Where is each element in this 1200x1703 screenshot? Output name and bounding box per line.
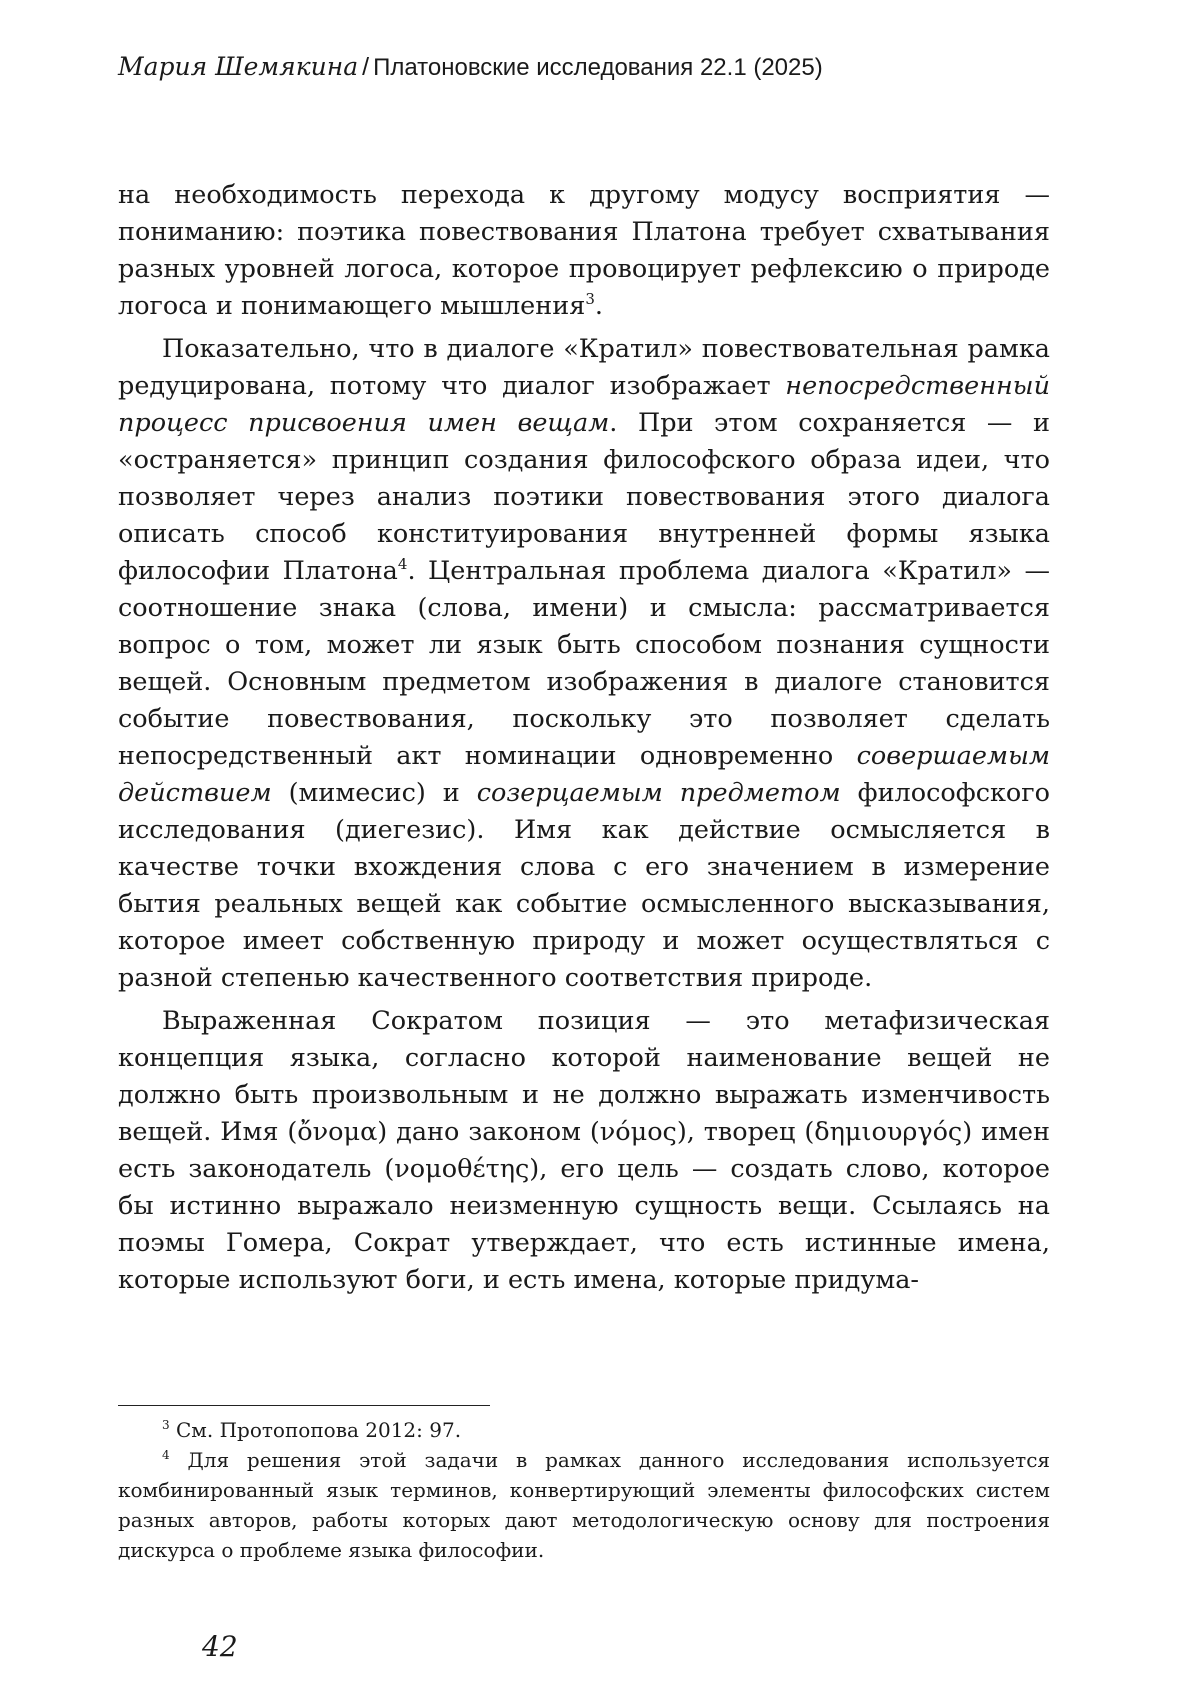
page-number: 42 bbox=[202, 1630, 238, 1663]
footnote-number: 3 bbox=[162, 1418, 170, 1432]
footnote-divider bbox=[118, 1405, 490, 1406]
paragraph-2 bbox=[118, 331, 1050, 997]
footnote-text: Для решения этой задачи в рамках данного исследования используется комбинированный язык терминов, конвертирующий элементы философских систем разных авторов, работы которых дают методологическую основу для построения дискурса о проблеме языка философии. bbox=[118, 1448, 1051, 1562]
paragraph-2-text-e: философского исследования (диегезис). Имя как действие осмысляется в качестве точки вхождения слова с его значением в измерение бытия реальных вещей как событие осмысленного высказывания, которое имеет собственную природу и может осуществляться с разной степенью качественного соответствия природе. bbox=[118, 778, 1050, 993]
paragraph-3 bbox=[118, 1003, 1050, 1299]
paragraph-2-italic-a: непосредственный процесс присвоения имен вещам bbox=[118, 371, 1050, 438]
footnote-text: См. Протопопова 2012: 97. bbox=[176, 1418, 462, 1442]
header-author: Мария Шемякина bbox=[118, 52, 359, 81]
paragraph-2-italic-c: созерцаемым предметом bbox=[476, 778, 841, 808]
footnote-3 bbox=[118, 1415, 1050, 1445]
paragraph-2-text-b: . При этом сохраняется — и «остраняется» принцип создания философского образа идеи, что позволяет через анализ поэтики повествования этого диалога описать способ конституирования внутренней формы языка философии Платона bbox=[118, 408, 1050, 586]
footnote-4 bbox=[118, 1445, 1050, 1565]
body-text bbox=[118, 177, 1050, 1299]
journal-page bbox=[118, 0, 1050, 1703]
paragraph-3-text: Выраженная Сократом позиция — это метафизическая концепция языка, согласно которой наименование вещей не должно быть произвольным и не должно выражать изменчивость вещей. Имя (ὄνομα) дано законом (νόμος), творец (δημιουργός) имен есть законодатель (νομοθέτης), его цель — создать слово, которое бы истинно выражало неизменную сущность вещи. Ссылаясь на поэмы Гомера, Сократ утверждает, что есть истинные имена, которые используют боги, и есть имена, которые придума- bbox=[118, 1006, 1050, 1295]
paragraph-2-italic-b: совершаемым действием bbox=[118, 741, 1050, 808]
footnote-ref-4[interactable]: 4 bbox=[397, 555, 408, 573]
footnotes bbox=[118, 1415, 1050, 1565]
header-separator: / bbox=[362, 53, 370, 81]
paragraph-2-text-a: Показательно, что в диалоге «Кратил» повествовательная рамка редуцирована, потому что диалог изображает bbox=[118, 334, 1050, 401]
footnote-ref-3[interactable]: 3 bbox=[585, 290, 595, 308]
paragraph-2-text-c: . Центральная проблема диалога «Кратил» — соотношение знака (слова, имени) и смысла: рассматривается вопрос о том, может ли язык быть способом познания сущности вещей. Основным предметом изображения в диалоге становится событие повествования, поскольку это позволяет сделать непосредственный акт номинации одновременно bbox=[118, 556, 1050, 771]
paragraph-1-text: на необходимость перехода к другому модусу восприятия — пониманию: поэтика повествования Платона требует схватывания разных уровней логоса, которое провоцирует рефлексию о природе логоса и понимающего мышления bbox=[118, 180, 1050, 321]
paragraph-1 bbox=[118, 177, 1050, 325]
running-head bbox=[118, 52, 823, 83]
footnote-number: 4 bbox=[162, 1448, 170, 1462]
header-journal: Платоновские исследования 22.1 (2025) bbox=[373, 54, 823, 81]
paragraph-2-text-d: (мимесис) и bbox=[271, 778, 477, 808]
paragraph-1-tail: . bbox=[594, 291, 604, 321]
